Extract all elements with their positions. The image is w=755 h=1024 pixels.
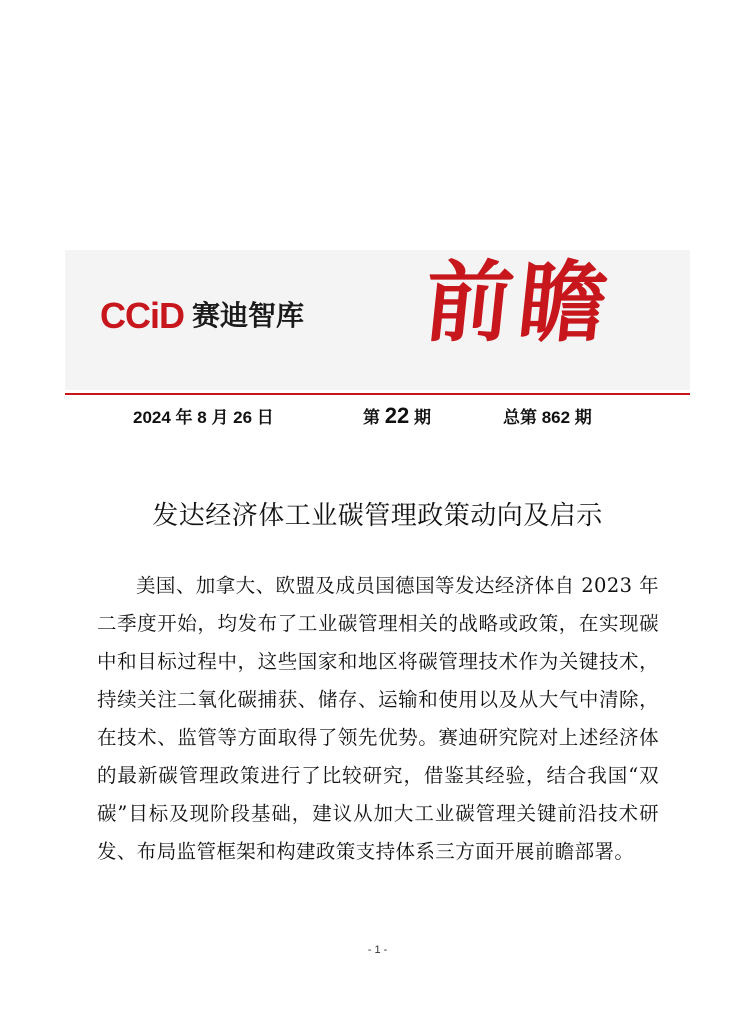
- issue-number-value: 22: [384, 403, 410, 428]
- article-abstract: 美国、加拿大、欧盟及成员国德国等发达经济体自 2023 年二季度开始，均发布了工业碳管理相关的战略或政策，在实现碳中和目标过程中，这些国家和地区将碳管理技术作为关键技术，持续关注二氧化碳捕获、储存、运输和使用以及从大气中清除，在技术、监管等方面取得了领先优势。赛迪研究院对上述经济体的最新碳管理政策进行了比较研究，借鉴其经验，结合我国“双碳”目标及现阶段基础，建议从加大工业碳管理关键前沿技术研发、布局监管框架和构建政策支持体系三方面开展前瞻部署。: [97, 574, 659, 863]
- page-number: - 1 -: [367, 944, 388, 956]
- brand-block: [100, 295, 305, 336]
- issue-number-suffix: 期: [413, 408, 431, 427]
- brand-name: 赛迪智库: [192, 299, 305, 332]
- article-title: 发达经济体工业碳管理政策动向及启示: [152, 501, 603, 532]
- ccid-logo: CCiD: [100, 295, 184, 336]
- issue-total: 总第 862 期: [503, 408, 592, 427]
- issue-info-bar: [0, 403, 755, 429]
- issue-date: 2024 年 8 月 26 日: [133, 408, 274, 427]
- publication-title: 前瞻: [419, 250, 619, 354]
- header-divider: [65, 393, 690, 395]
- issue-number: [363, 403, 431, 429]
- issue-number-prefix: 第: [363, 408, 380, 427]
